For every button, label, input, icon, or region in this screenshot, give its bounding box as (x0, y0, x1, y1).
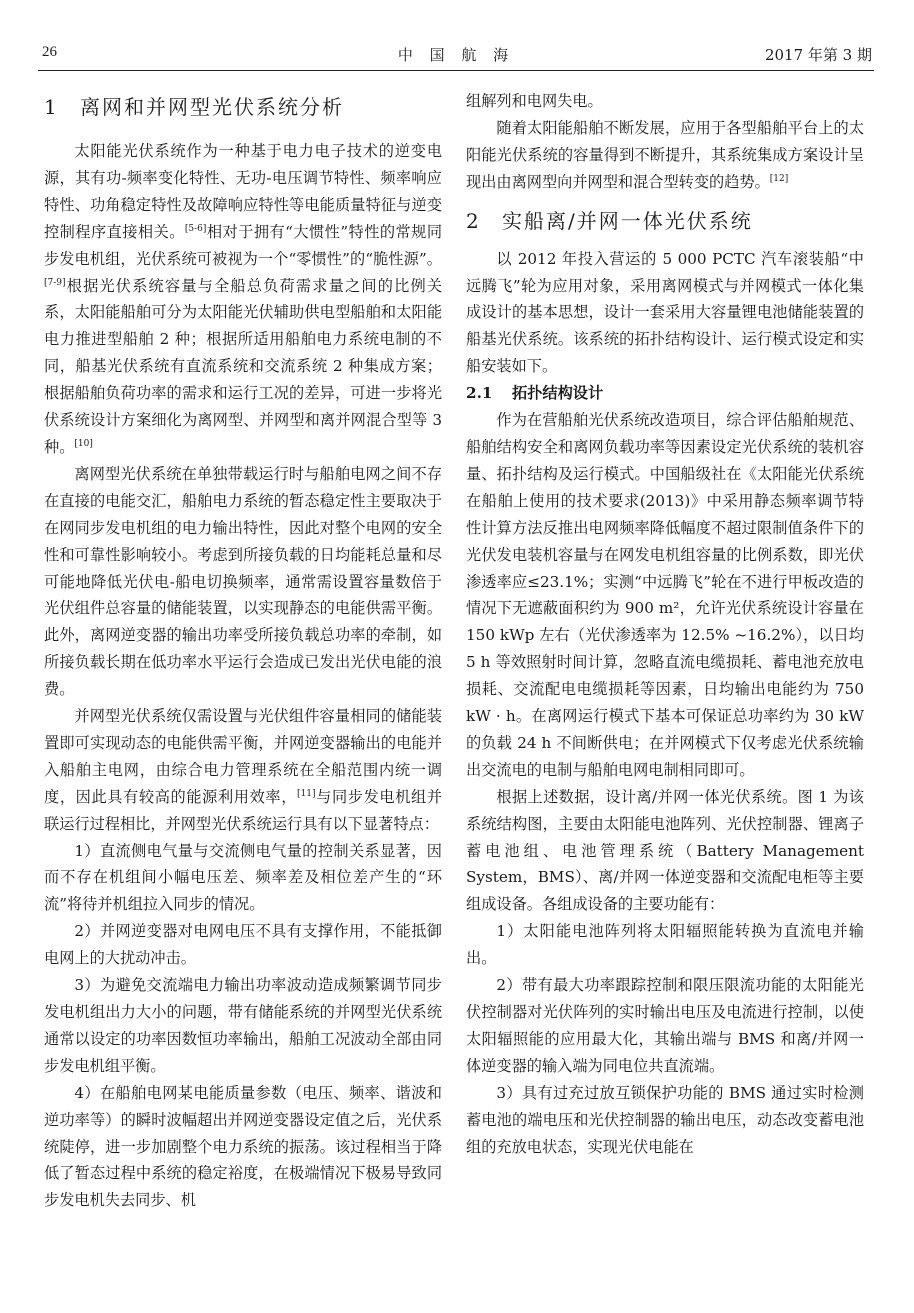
journal-title: 中 国 航 海 (397, 46, 515, 64)
list-item: 1）直流侧电气量与交流侧电气量的控制关系显著，因而不存在机组间小幅电压差、频率差及相位差产生的“环流”将待并机组拉入同步的情况。 (44, 841, 442, 914)
citation: [5-6] (184, 223, 207, 234)
section-2-title: 实船离/并网一体光伏系统 (502, 208, 753, 233)
citation: [11] (297, 788, 316, 799)
paragraph: 并网型光伏系统仅需设置与光伏组件容量相同的储能装置即可实现动态的电能供需平衡，并网逆变器输出的电能并入船舶主电网，由综合电力管理系统在全船范围内统一调度，因此具有较高的能源利用效率，[11]与同步发电机组并联运行过程相比，并网型光伏系统运行具有以下显著特点： (44, 707, 443, 833)
citation: [12] (769, 173, 789, 184)
list-item: 1）太阳能电池阵列将太阳辐照能转换为直流电并输出。 (466, 922, 864, 968)
paragraph: 根据上述数据，设计离/并网一体光伏系统。图 1 为该系统结构图，主要由太阳能电池阵列、光伏控制器、锂离子蓄电池组、电池管理系统（Battery Management System，BMS）、离/并网一体逆变器和交流配电柜等主要组成设备。各组成设备的主要功能有： (466, 787, 864, 914)
section-2-number: 2 (466, 208, 481, 233)
citation: [10] (74, 438, 93, 449)
section-1-title: 离网和并网型光伏系统分析 (80, 95, 344, 119)
citation: [7-9] (44, 277, 66, 288)
subsection-2-1-title: 拓扑结构设计 (512, 384, 604, 403)
subsection-2-1-heading (466, 380, 864, 407)
paragraph: 随着太阳能船舶不断发展，应用于各型船舶平台上的太阳能光伏系统的容量得到不断提升，其系统集成方案设计呈现出由离网型向并网型和混合型转变的趋势。[12] (466, 118, 864, 191)
list-item: 4）在船舶电网某电能质量参数（电压、频率、谐波和逆功率等）的瞬时波幅超出并网逆变器设定值之后，光伏系统陡停，进一步加剧整个电力系统的振荡。该过程相当于降低了暂态过程中系统的稳定裕度，在极端情况下极易导致同步发电机失去同步、机 (44, 1083, 442, 1210)
list-item: 3）具有过充过放互锁保护功能的 BMS 通过实时检测蓄电池的端电压和光伏控制器的输出电压，动态改变蓄电池组的充放电状态，实现光伏电能在 (466, 1083, 864, 1156)
paragraph: 作为在营船舶光伏系统改造项目，综合评估船舶规范、船舶结构安全和离网负载功率等因素设定光伏系统的装机容量、拓扑结构及运行模式。中国船级社在《太阳能光伏系统在船舶上使用的技术要求(2013)》中采用静态频率调节特性计算方法反推出电网频率降低幅度不超过限制值条件下的光伏发电装机容量与在网发电机组容量的比例系数，即光伏渗透率应≤23.1%；实测“中远腾飞”轮在不进行甲板改造的情况下无遮蔽面积约为 900 m²，允许光伏系统设计容量在 150 kWp 左右（光伏渗透率为 12.5% ~16.2%），以日均 5 h 等效照射时间计算，忽略直流电缆损耗、蓄电池充放电损耗、交流配电电缆损耗等因素，日均输出电能约为 750 kW · h。在离网运行模式下基本可保证总功率约为 30 kW 的负载 24 h 不间断供电；在并网模式下仅考虑光伏系统输出交流电的电制与船舶电网电制相同即可。 (466, 411, 864, 779)
left-column (44, 88, 442, 1214)
issue-label: 2017 年第 3 期 (764, 46, 872, 64)
paragraph: 以 2012 年投入营运的 5 000 PCTC 汽车滚装船“中远腾飞”轮为应用对象，采用离网模式与并网模式一体化集成设计的基本思想，设计一套采用大容量锂电池储能装置的船基光伏系统。该系统的拓扑结构设计、运行模式设定和实船安装如下。 (466, 249, 864, 376)
paragraph-continuation: 组解列和电网失电。 (466, 92, 603, 110)
section-1-heading (44, 88, 442, 138)
list-item: 2）带有最大功率跟踪控制和限压限流功能的太阳能光伏控制器对光伏阵列的实时输出电压及电流进行控制，以使太阳辐照能的应用最大化，其输出端与 BMS 和离/并网一体逆变器的输入端为同电位共直流端。 (466, 976, 864, 1075)
page-number: 26 (42, 44, 57, 60)
list-item: 2）并网逆变器对电网电压不具有支撑作用，不能抵御电网上的大扰动冲击。 (44, 922, 442, 968)
paragraph: 离网型光伏系统在单独带载运行时与船舶电网之间不存在直接的电能交汇，船舶电力系统的暂态稳定性主要取决于在网同步发电机组的电力输出特性，因此对整个电网的安全性和可靠性影响较小。考虑到所接负载的日均能耗总量和尽可能地降低光伏电-船电切换频率，通常需设置容量数倍于光伏组件总容量的储能装置，以实现静态的电能供需平衡。此外，离网逆变器的输出功率受所接负载总功率的牵制，如所接负载长期在低功率水平运行会造成已发出光伏电能的浪费。 (44, 464, 442, 699)
section-1-number: 1 (44, 95, 59, 119)
subsection-2-1-number: 2.1 (466, 384, 493, 403)
section-2-heading (466, 206, 864, 236)
right-column (466, 88, 864, 1160)
list-item: 3）为避免交流端电力输出功率波动造成频繁调节同步发电机组出力大小的问题，带有储能系统的并网型光伏系统通常以设定的功率因数恒功率输出，船舶工况波动全部由同步发电机组平衡。 (44, 976, 442, 1075)
page-header (38, 42, 874, 71)
paragraph: 太阳能光伏系统作为一种基于电力电子技术的逆变电源，其有功-频率变化特性、无功-电压调节特性、频率响应特性、功角稳定特性及故障响应特性等电能质量特征与逆变控制程序直接相关。[5-6]相对于拥有“大惯性”特性的常规同步发电机组，光伏系统可被视为一个“零惯性”的“脆性源”。[7-9]根据光伏系统容量与全船总负荷需求量之间的比例关系，太阳能船舶可分为太阳能光伏辅助供电型船舶和太阳能电力推进型船舶 2 种；根据所适用船舶电力系统电制的不同，船基光伏系统有直流系统和交流系统 2 种集成方案；根据船舶负荷功率的需求和运行工况的差异，可进一步将光伏系统设计方案细化为离网型、并网型和离并网混合型等 3 种。[10] (44, 142, 443, 456)
